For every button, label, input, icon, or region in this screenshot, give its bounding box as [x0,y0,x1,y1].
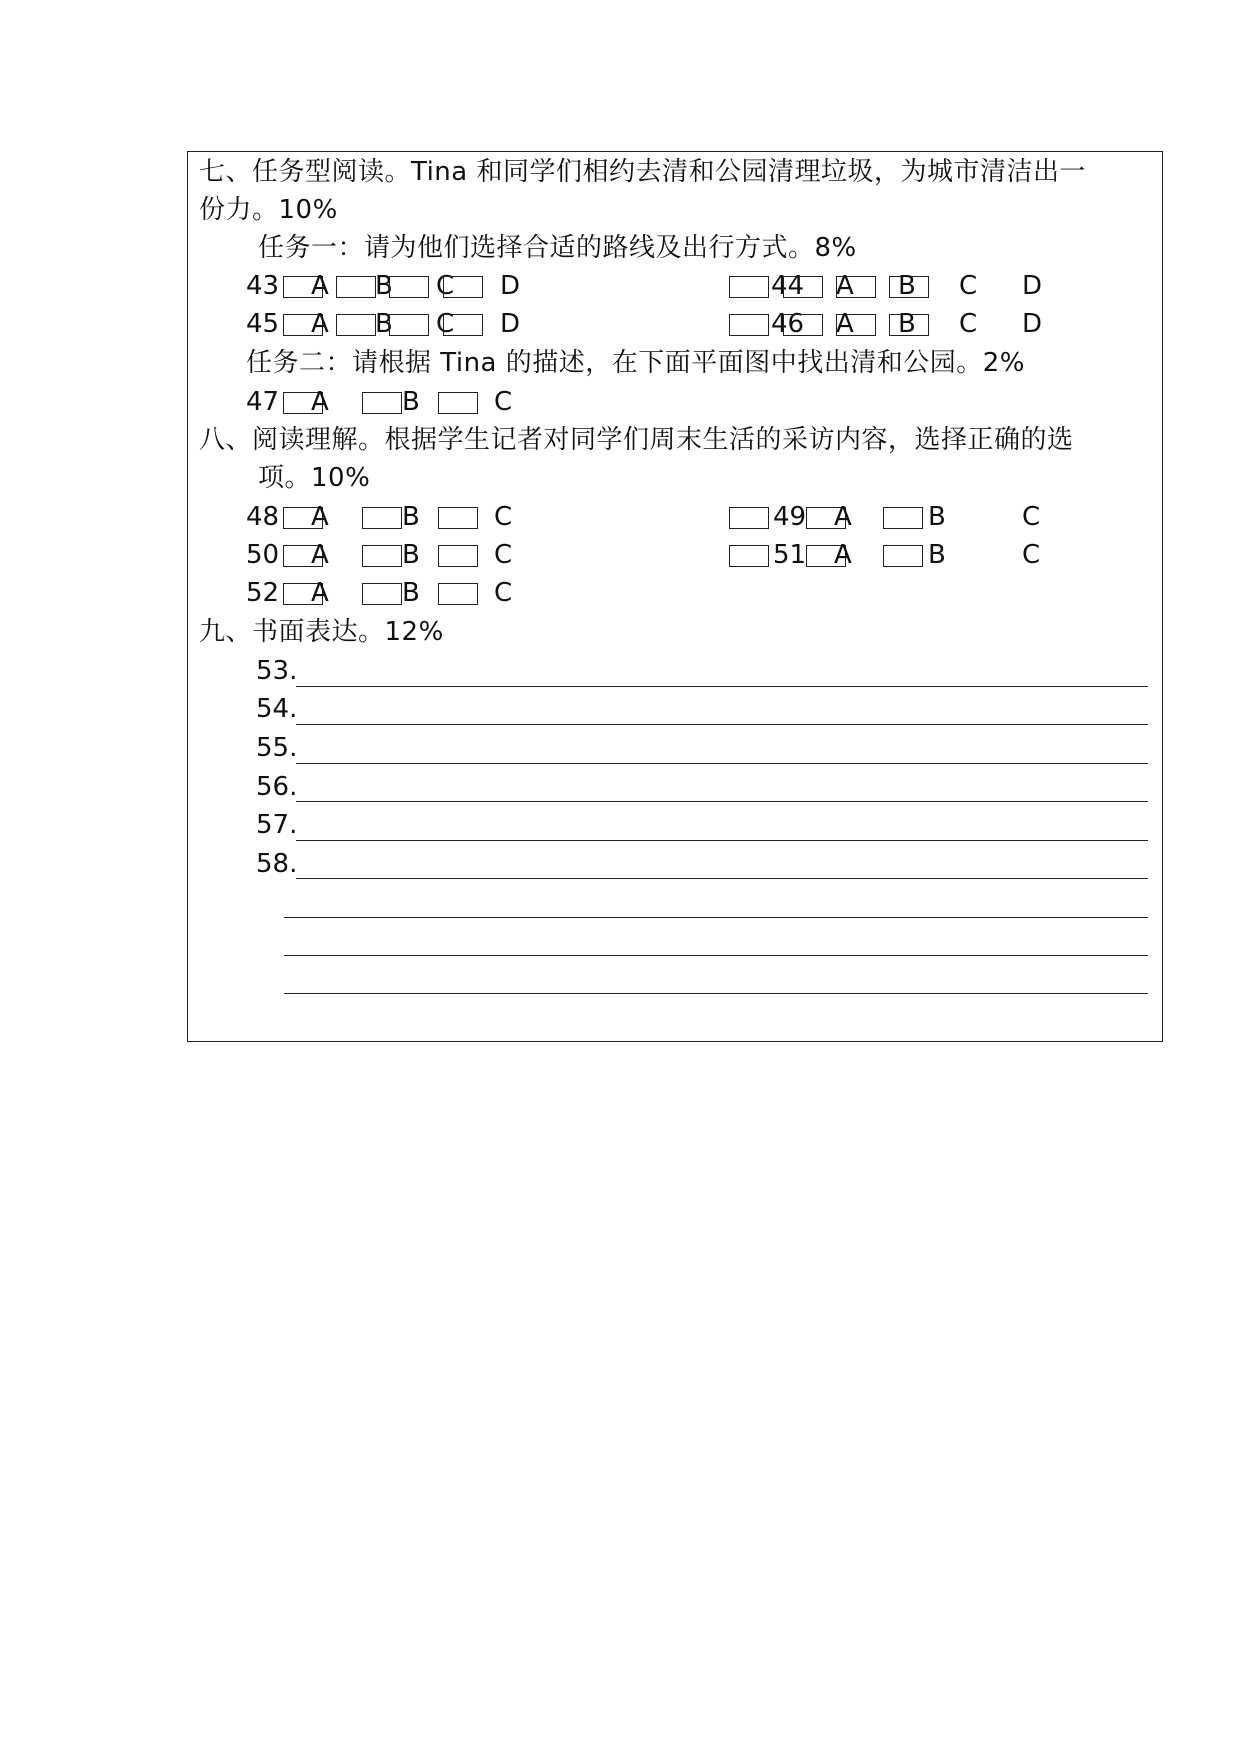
option-50-b: B [402,540,420,570]
section8-title-line1: 八、阅读理解。根据学生记者对同学们周末生活的采访内容，选择正确的选 [199,425,1074,455]
answer-sheet [187,151,1163,1042]
section7-title-line1: 七、任务型阅读。Tina 和同学们相约去清和公园清理垃圾，为城市清洁出一 [199,157,1086,187]
question-number-44: 44 [771,271,805,301]
option-48-c: C [494,502,513,532]
option-51-c: C [1022,540,1041,570]
answer-box-45-c[interactable] [389,314,429,336]
answer-box-43-b[interactable] [336,276,376,298]
option-44-a: A [836,271,854,301]
writing-label-57: 57. [256,810,298,840]
option-52-b: B [402,578,420,608]
option-45-c: C [436,309,455,339]
option-45-a: A [311,309,329,339]
option-43-d: D [500,271,521,301]
answer-box-45-b[interactable] [336,314,376,336]
writing-line-extra-3[interactable] [284,993,1148,994]
option-51-a: A [834,540,852,570]
answer-box-51-b[interactable] [883,545,923,567]
answer-box-44-b[interactable] [836,276,876,298]
writing-line-56[interactable] [296,801,1148,802]
option-44-d: D [1022,271,1043,301]
option-47-c: C [494,387,513,417]
option-43-b: B [375,271,393,301]
option-50-a: A [311,540,329,570]
writing-label-55: 55. [256,733,298,763]
answer-box-48-b[interactable] [362,507,402,529]
option-43-a: A [311,271,329,301]
answer-box-52-b[interactable] [362,583,402,605]
option-47-b: B [402,387,420,417]
writing-line-54[interactable] [296,724,1148,725]
answer-box-49-b[interactable] [883,507,923,529]
option-49-a: A [834,502,852,532]
option-43-c: C [436,271,455,301]
answer-box-44-a[interactable] [783,276,823,298]
question-number-45: 45 [246,309,280,339]
option-46-b: B [898,309,916,339]
option-49-c: C [1022,502,1041,532]
section7-title-line2: 份力。10% [199,195,338,225]
answer-box-43-c[interactable] [389,276,429,298]
question-number-50: 50 [246,540,280,570]
writing-line-53[interactable] [296,686,1148,687]
answer-box-45-d[interactable] [443,314,483,336]
answer-box-50-c[interactable] [438,545,478,567]
answer-box-44-lead[interactable] [729,276,769,298]
writing-label-54: 54. [256,694,298,724]
option-52-a: A [311,578,329,608]
option-46-a: A [836,309,854,339]
writing-label-53: 53. [256,656,298,686]
option-46-d: D [1022,309,1043,339]
option-52-c: C [494,578,513,608]
writing-label-58: 58. [256,849,298,879]
option-45-d: D [500,309,521,339]
question-number-49: 49 [773,502,807,532]
answer-box-47-b[interactable] [362,392,402,414]
answer-box-46-a[interactable] [783,314,823,336]
writing-line-extra-2[interactable] [284,955,1148,956]
answer-box-47-c[interactable] [438,392,478,414]
section9-title: 九、书面表达。12% [199,617,444,647]
option-50-c: C [494,540,513,570]
answer-box-51-lead[interactable] [729,545,769,567]
writing-label-56: 56. [256,772,298,802]
answer-box-48-c[interactable] [438,507,478,529]
option-47-a: A [311,387,329,417]
option-44-c: C [959,271,978,301]
question-number-43: 43 [246,271,280,301]
answer-box-50-b[interactable] [362,545,402,567]
section7-task1: 任务一：请为他们选择合适的路线及出行方式。8% [258,233,857,263]
answer-box-46-lead[interactable] [729,314,769,336]
answer-box-49-lead[interactable] [729,507,769,529]
option-51-b: B [928,540,946,570]
answer-box-46-b[interactable] [836,314,876,336]
option-48-a: A [311,502,329,532]
question-number-51: 51 [773,540,807,570]
question-number-47: 47 [246,387,280,417]
question-number-48: 48 [246,502,280,532]
section7-task2: 任务二：请根据 Tina 的描述，在下面平面图中找出清和公园。2% [246,348,1025,378]
writing-line-58[interactable] [296,878,1148,879]
writing-line-57[interactable] [296,840,1148,841]
option-48-b: B [402,502,420,532]
writing-line-extra-1[interactable] [284,917,1148,918]
answer-box-52-c[interactable] [438,583,478,605]
answer-box-43-d[interactable] [443,276,483,298]
option-49-b: B [928,502,946,532]
section8-title-line2: 项。10% [258,463,371,493]
option-44-b: B [898,271,916,301]
option-46-c: C [959,309,978,339]
question-number-46: 46 [771,309,805,339]
question-number-52: 52 [246,578,280,608]
option-45-b: B [375,309,393,339]
writing-line-55[interactable] [296,763,1148,764]
